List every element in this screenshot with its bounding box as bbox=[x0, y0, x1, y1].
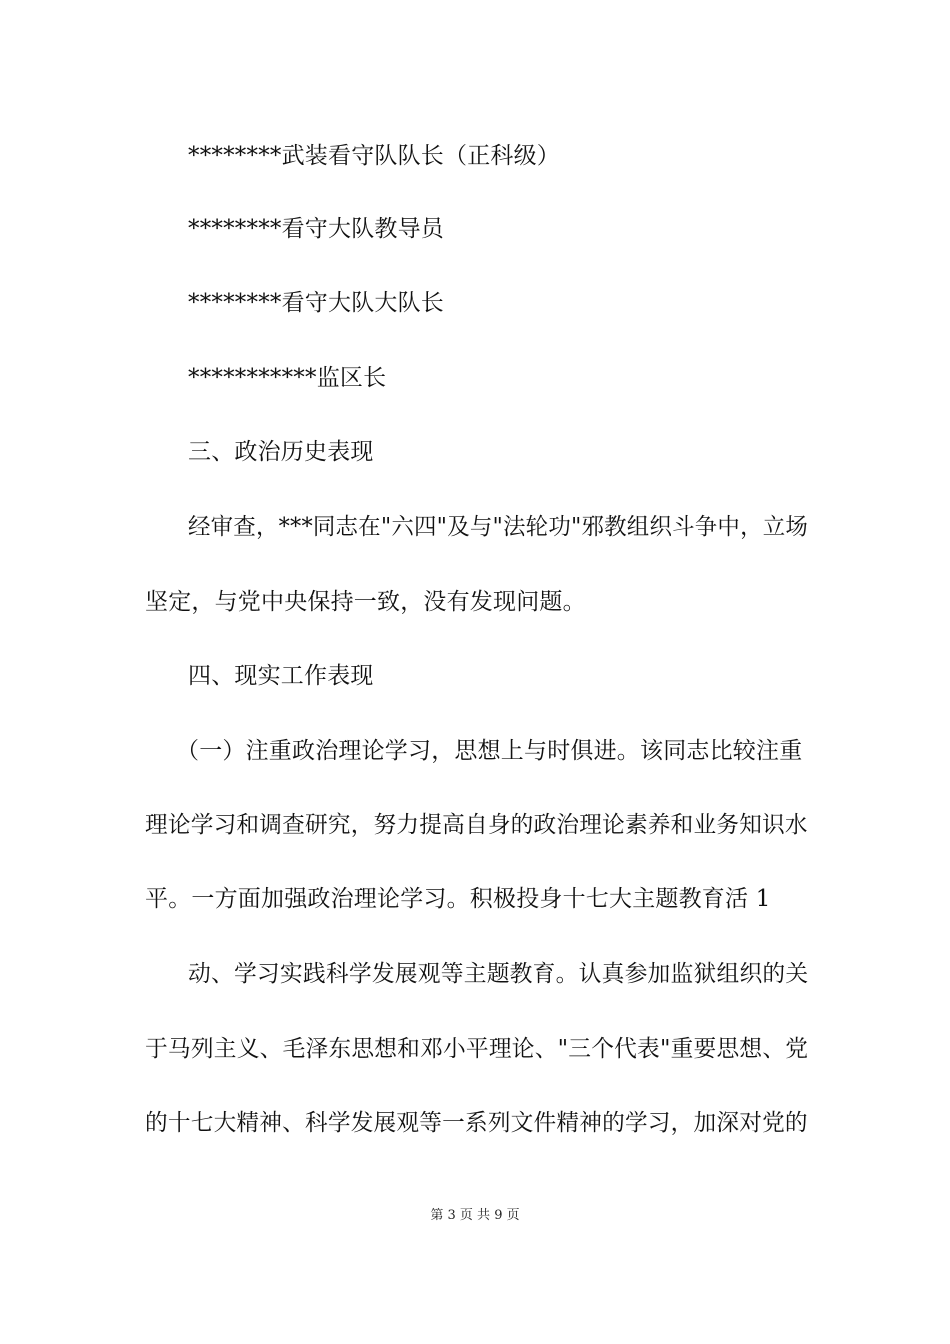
text-line-10: 理论学习和调查研究，努力提高自身的政治理论素养和业务知识水 bbox=[145, 812, 808, 838]
text-line-2: ********看守大队教导员 bbox=[188, 216, 444, 242]
text-line-1: ********武装看守队队长（正科级） bbox=[188, 143, 560, 169]
text-line-3: ********看守大队大队长 bbox=[188, 290, 444, 316]
text-line-9: （一）注重政治理论学习，思想上与时俱进。该同志比较注重 bbox=[176, 738, 803, 764]
section-heading-3: 三、政治历史表现 bbox=[188, 439, 374, 465]
text-line-14: 的十七大精神、科学发展观等一系列文件精神的学习，加深对党的 bbox=[145, 1110, 808, 1136]
text-line-6: 经审查，***同志在"六四"及与"法轮功"邪教组织斗争中，立场 bbox=[188, 514, 809, 540]
page-footer: 第 3 页 共 9 页 bbox=[430, 1208, 520, 1223]
text-line-11: 平。一方面加强政治理论学习。积极投身十七大主题教育活 1 bbox=[145, 886, 771, 912]
text-line-12: 动、学习实践科学发展观等主题教育。认真参加监狱组织的关 bbox=[188, 961, 809, 987]
text-line-7: 坚定，与党中央保持一致，没有发现问题。 bbox=[145, 589, 586, 615]
section-heading-4: 四、现实工作表现 bbox=[188, 663, 374, 689]
text-line-13: 于马列主义、毛泽东思想和邓小平理论、"三个代表"重要思想、党 bbox=[145, 1036, 809, 1062]
text-line-4: ***********监区长 bbox=[188, 365, 387, 391]
